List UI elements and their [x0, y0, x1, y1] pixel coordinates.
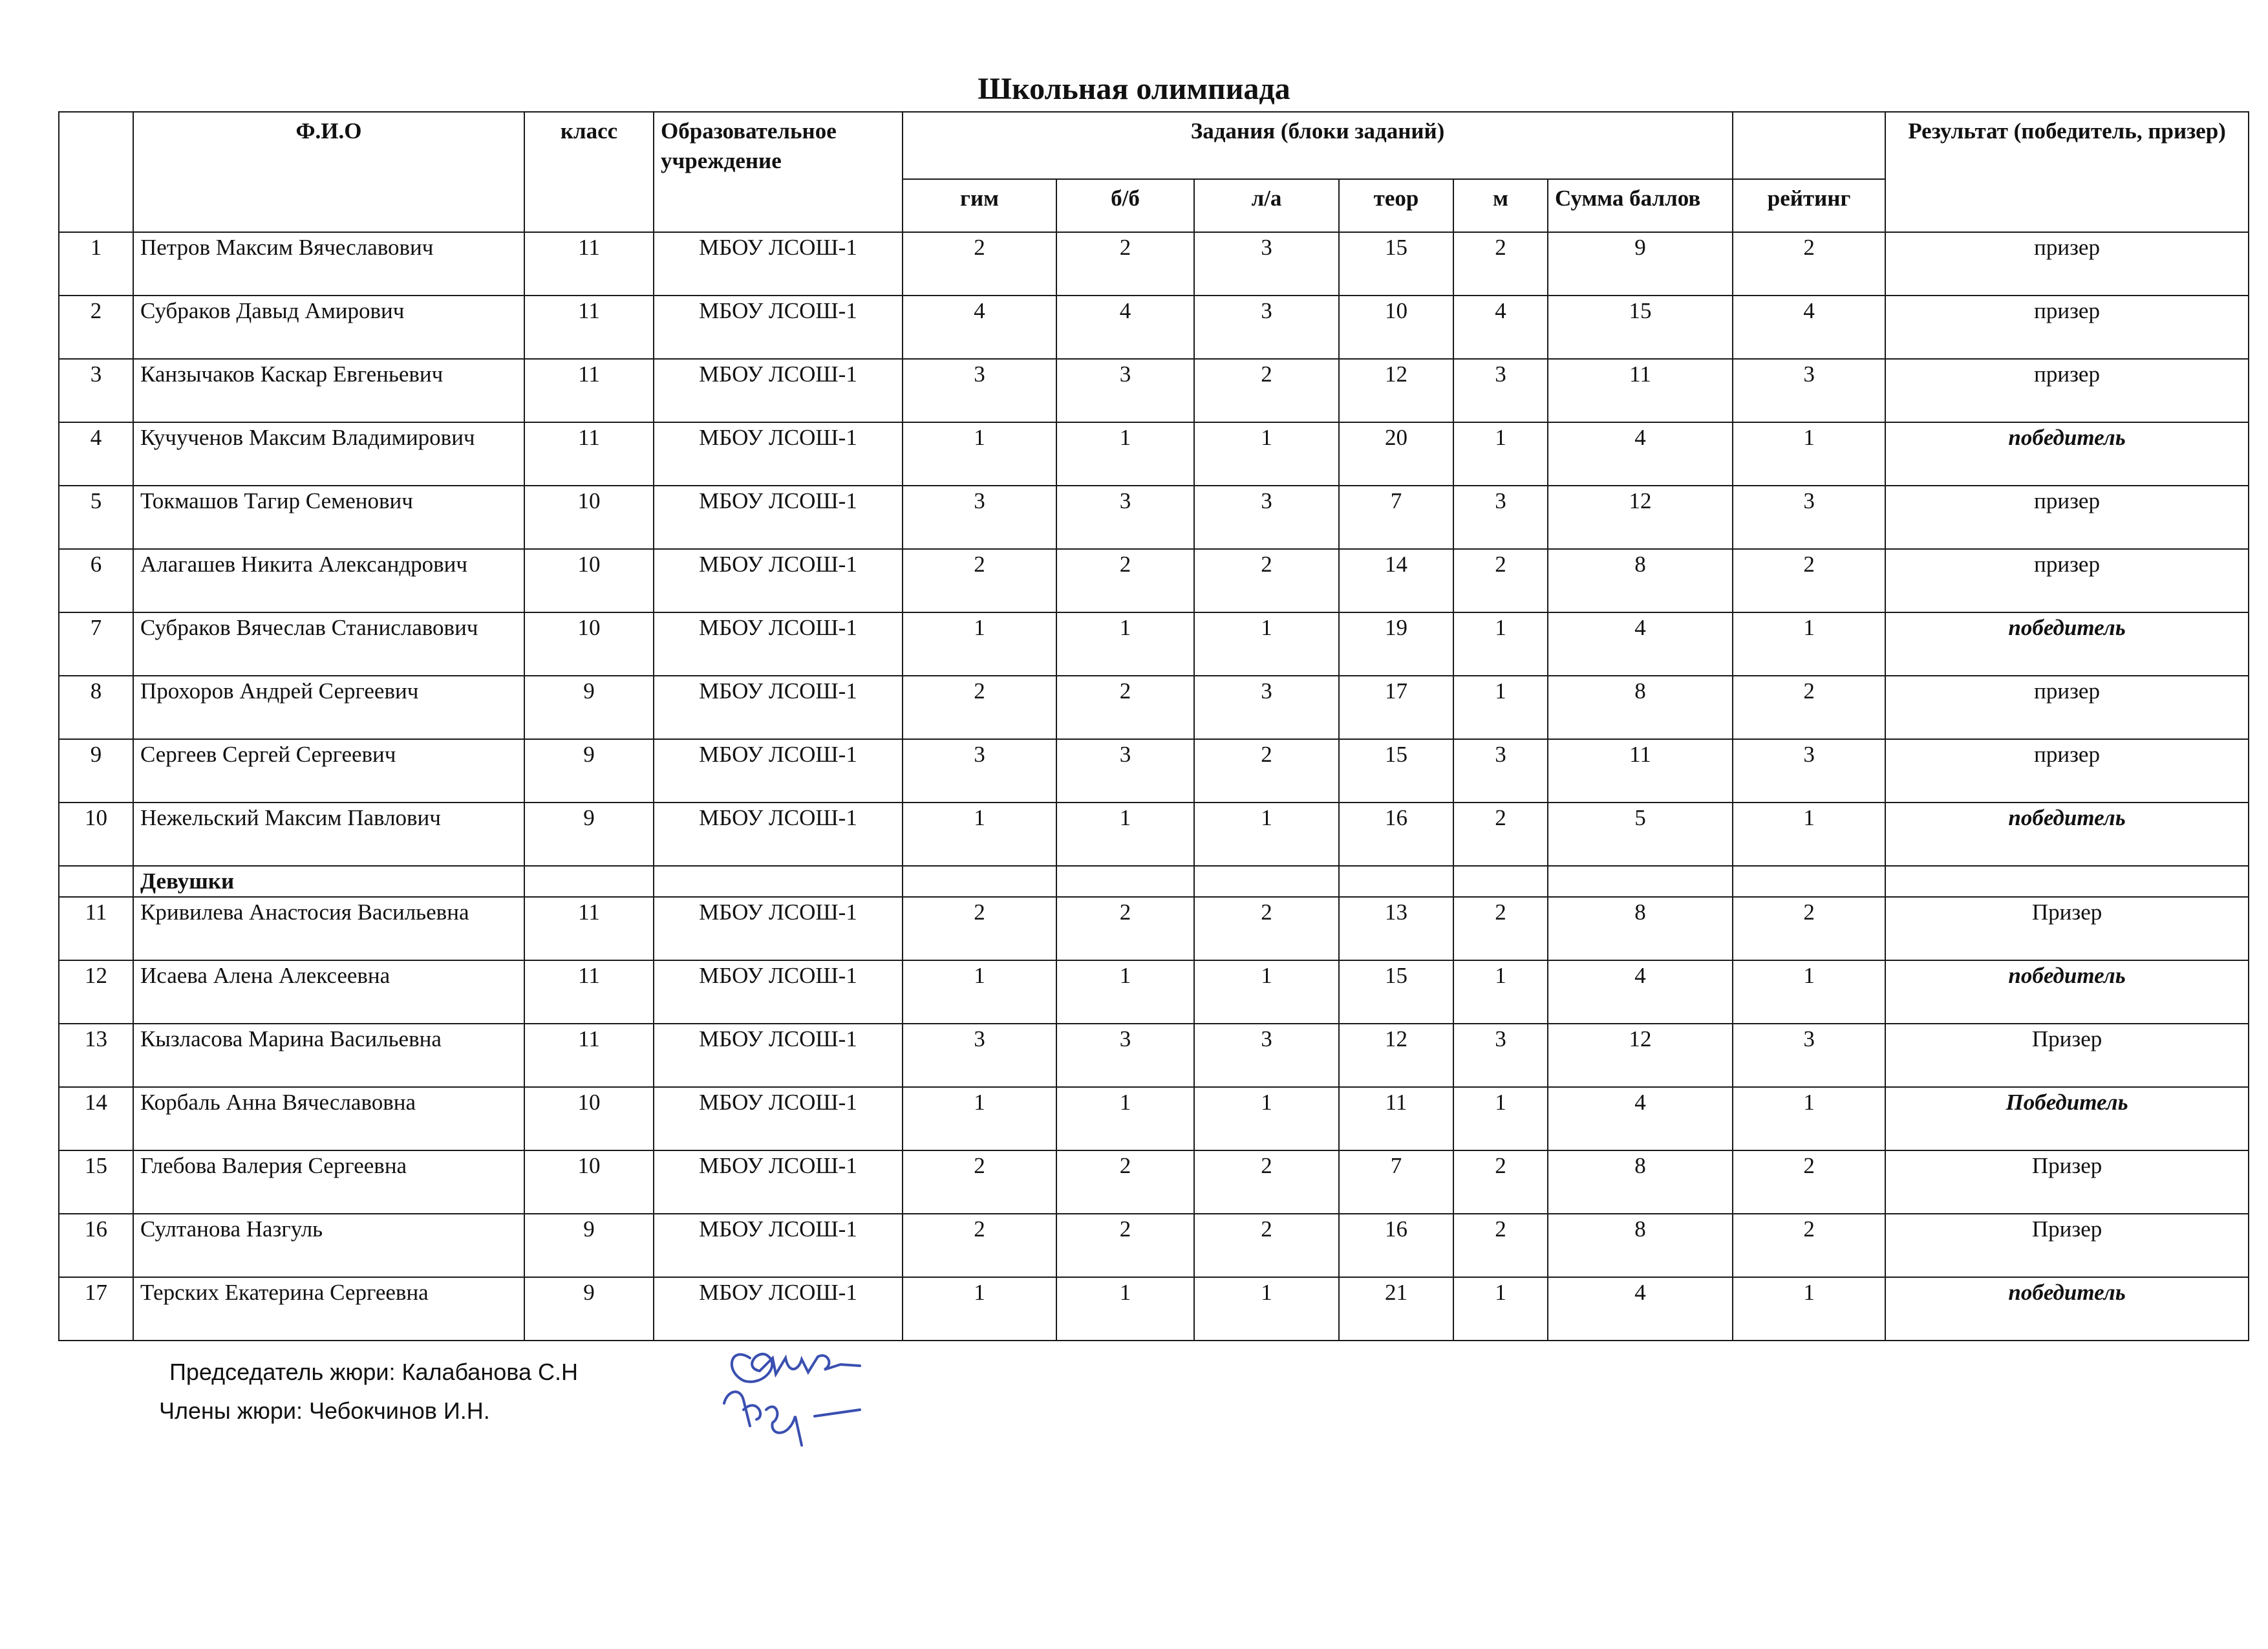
score-bb: 2 — [1056, 1214, 1194, 1277]
row-number: 5 — [59, 486, 133, 549]
score-bb: 2 — [1056, 549, 1194, 612]
subheader-la: л/а — [1194, 179, 1339, 232]
header-num — [59, 112, 133, 232]
score-teor: 14 — [1339, 549, 1453, 612]
table-row — [59, 960, 2249, 1024]
score-rating: 3 — [1733, 739, 1885, 803]
subheader-m: м — [1453, 179, 1548, 232]
participant-name: Нежельский Максим Павлович — [133, 803, 524, 866]
score-bb: 4 — [1056, 296, 1194, 359]
score-teor: 12 — [1339, 359, 1453, 422]
table-row — [59, 422, 2249, 486]
participant-result: победитель — [1885, 960, 2249, 1024]
participant-name: Прохоров Андрей Сергеевич — [133, 676, 524, 739]
score-m: 3 — [1453, 1024, 1548, 1087]
header-school: Образовательное учреждение — [654, 112, 903, 232]
subheader-teor: теор — [1339, 179, 1453, 232]
subheader-sum: Сумма баллов — [1548, 179, 1733, 232]
score-sum: 8 — [1548, 1150, 1733, 1214]
table-row — [59, 486, 2249, 549]
participant-name: Терских Екатерина Сергеевна — [133, 1277, 524, 1341]
score-sum: 9 — [1548, 232, 1733, 296]
score-teor: 16 — [1339, 1214, 1453, 1277]
score-m: 1 — [1453, 1277, 1548, 1341]
score-gim: 1 — [903, 1087, 1056, 1150]
participant-school: МБОУ ЛСОШ-1 — [654, 803, 903, 866]
score-bb: 2 — [1056, 897, 1194, 960]
table-row — [59, 549, 2249, 612]
score-bb: 1 — [1056, 803, 1194, 866]
section-empty-cell — [1194, 866, 1339, 897]
score-rating: 2 — [1733, 232, 1885, 296]
participant-school: МБОУ ЛСОШ-1 — [654, 676, 903, 739]
participant-result: Победитель — [1885, 1087, 2249, 1150]
participant-name: Кривилева Анастосия Васильевна — [133, 897, 524, 960]
participant-school: МБОУ ЛСОШ-1 — [654, 486, 903, 549]
score-sum: 4 — [1548, 960, 1733, 1024]
section-empty-cell — [1453, 866, 1548, 897]
participant-result: Призер — [1885, 897, 2249, 960]
row-number: 12 — [59, 960, 133, 1024]
score-sum: 5 — [1548, 803, 1733, 866]
score-rating: 1 — [1733, 422, 1885, 486]
score-la: 1 — [1194, 1277, 1339, 1341]
participant-result: призер — [1885, 232, 2249, 296]
score-m: 1 — [1453, 612, 1548, 676]
section-empty-cell — [59, 866, 133, 897]
score-teor: 7 — [1339, 486, 1453, 549]
participant-name: Токмашов Тагир Семенович — [133, 486, 524, 549]
row-number: 1 — [59, 232, 133, 296]
score-gim: 1 — [903, 1277, 1056, 1341]
score-sum: 4 — [1548, 1087, 1733, 1150]
score-sum: 11 — [1548, 739, 1733, 803]
section-row-girls — [59, 866, 2249, 897]
score-gim: 2 — [903, 1214, 1056, 1277]
score-rating: 3 — [1733, 486, 1885, 549]
score-m: 3 — [1453, 739, 1548, 803]
score-sum: 8 — [1548, 549, 1733, 612]
score-sum: 4 — [1548, 422, 1733, 486]
score-la: 2 — [1194, 897, 1339, 960]
score-bb: 1 — [1056, 612, 1194, 676]
participant-result: Призер — [1885, 1024, 2249, 1087]
score-la: 3 — [1194, 232, 1339, 296]
section-empty-cell — [524, 866, 654, 897]
participant-name: Петров Максим Вячеславович — [133, 232, 524, 296]
score-teor: 17 — [1339, 676, 1453, 739]
participant-class: 11 — [524, 296, 654, 359]
header-result: Результат (победитель, призер) — [1885, 112, 2249, 232]
participant-school: МБОУ ЛСОШ-1 — [654, 359, 903, 422]
participant-result: призер — [1885, 676, 2249, 739]
row-number: 14 — [59, 1087, 133, 1150]
score-bb: 3 — [1056, 359, 1194, 422]
participant-name: Корбаль Анна Вячеславовна — [133, 1087, 524, 1150]
score-m: 3 — [1453, 486, 1548, 549]
score-bb: 1 — [1056, 1277, 1194, 1341]
score-teor: 15 — [1339, 739, 1453, 803]
participant-name: Исаева Алена Алексеевна — [133, 960, 524, 1024]
score-teor: 11 — [1339, 1087, 1453, 1150]
participant-class: 11 — [524, 422, 654, 486]
row-number: 8 — [59, 676, 133, 739]
table-row — [59, 359, 2249, 422]
participant-class: 10 — [524, 486, 654, 549]
score-la: 2 — [1194, 1150, 1339, 1214]
subheader-rating: рейтинг — [1733, 179, 1885, 232]
participant-name: Субраков Вячеслав Станиславович — [133, 612, 524, 676]
participant-school: МБОУ ЛСОШ-1 — [654, 1214, 903, 1277]
score-la: 2 — [1194, 1214, 1339, 1277]
table-row — [59, 612, 2249, 676]
table-row — [59, 739, 2249, 803]
score-gim: 3 — [903, 359, 1056, 422]
participant-name: Алагашев Никита Александрович — [133, 549, 524, 612]
participant-class: 9 — [524, 676, 654, 739]
score-sum: 11 — [1548, 359, 1733, 422]
score-bb: 1 — [1056, 422, 1194, 486]
score-gim: 2 — [903, 1150, 1056, 1214]
score-teor: 12 — [1339, 1024, 1453, 1087]
row-number: 15 — [59, 1150, 133, 1214]
row-number: 4 — [59, 422, 133, 486]
score-gim: 1 — [903, 422, 1056, 486]
score-sum: 12 — [1548, 1024, 1733, 1087]
section-empty-cell — [654, 866, 903, 897]
score-rating: 2 — [1733, 549, 1885, 612]
table-row — [59, 1214, 2249, 1277]
table-row — [59, 1024, 2249, 1087]
score-m: 4 — [1453, 296, 1548, 359]
table-row — [59, 676, 2249, 739]
row-number: 6 — [59, 549, 133, 612]
participant-class: 11 — [524, 359, 654, 422]
score-rating: 3 — [1733, 359, 1885, 422]
score-m: 1 — [1453, 422, 1548, 486]
score-bb: 1 — [1056, 960, 1194, 1024]
score-gim: 3 — [903, 486, 1056, 549]
score-teor: 10 — [1339, 296, 1453, 359]
participant-result: победитель — [1885, 803, 2249, 866]
participant-school: МБОУ ЛСОШ-1 — [654, 232, 903, 296]
section-empty-cell — [1885, 866, 2249, 897]
participant-class: 9 — [524, 1277, 654, 1341]
header-empty — [1733, 112, 1885, 179]
participant-class: 11 — [524, 960, 654, 1024]
signature-mark — [705, 1319, 912, 1455]
participant-school: МБОУ ЛСОШ-1 — [654, 897, 903, 960]
score-la: 3 — [1194, 1024, 1339, 1087]
table-row — [59, 232, 2249, 296]
participant-name: Глебова Валерия Сергеевна — [133, 1150, 524, 1214]
score-la: 1 — [1194, 612, 1339, 676]
participant-class: 10 — [524, 612, 654, 676]
participant-school: МБОУ ЛСОШ-1 — [654, 612, 903, 676]
participant-name: Канзычаков Каскар Евгеньевич — [133, 359, 524, 422]
score-gim: 2 — [903, 897, 1056, 960]
participant-result: Призер — [1885, 1150, 2249, 1214]
row-number: 10 — [59, 803, 133, 866]
score-bb: 1 — [1056, 1087, 1194, 1150]
score-teor: 20 — [1339, 422, 1453, 486]
score-m: 2 — [1453, 232, 1548, 296]
row-number: 13 — [59, 1024, 133, 1087]
score-m: 2 — [1453, 549, 1548, 612]
score-la: 1 — [1194, 1087, 1339, 1150]
score-bb: 2 — [1056, 676, 1194, 739]
score-sum: 8 — [1548, 897, 1733, 960]
participant-school: МБОУ ЛСОШ-1 — [654, 960, 903, 1024]
participant-class: 10 — [524, 549, 654, 612]
participant-class: 10 — [524, 1087, 654, 1150]
participant-name: Сергеев Сергей Сергеевич — [133, 739, 524, 803]
score-bb: 3 — [1056, 739, 1194, 803]
table-row — [59, 1150, 2249, 1214]
score-rating: 1 — [1733, 1277, 1885, 1341]
score-rating: 2 — [1733, 676, 1885, 739]
score-la: 1 — [1194, 422, 1339, 486]
row-number: 7 — [59, 612, 133, 676]
score-gim: 1 — [903, 960, 1056, 1024]
score-teor: 7 — [1339, 1150, 1453, 1214]
row-number: 16 — [59, 1214, 133, 1277]
score-la: 3 — [1194, 676, 1339, 739]
participant-class: 11 — [524, 897, 654, 960]
score-gim: 3 — [903, 739, 1056, 803]
participant-result: призер — [1885, 739, 2249, 803]
subheader-gim: гим — [903, 179, 1056, 232]
participant-result: призер — [1885, 296, 2249, 359]
jury-members: Члены жюри: Чебокчинов И.Н. — [159, 1397, 490, 1424]
participant-class: 9 — [524, 739, 654, 803]
header-tasks: Задания (блоки заданий) — [903, 112, 1733, 179]
participant-class: 11 — [524, 1024, 654, 1087]
section-label: Девушки — [133, 866, 524, 897]
table-row — [59, 296, 2249, 359]
score-m: 2 — [1453, 803, 1548, 866]
score-teor: 19 — [1339, 612, 1453, 676]
participant-result: призер — [1885, 549, 2249, 612]
score-sum: 15 — [1548, 296, 1733, 359]
score-la: 1 — [1194, 960, 1339, 1024]
participant-name: Кучученов Максим Владимирович — [133, 422, 524, 486]
header-fio: Ф.И.О — [133, 112, 524, 232]
table-row — [59, 1087, 2249, 1150]
participant-class: 9 — [524, 1214, 654, 1277]
section-empty-cell — [1339, 866, 1453, 897]
header-row — [59, 112, 2249, 179]
score-rating: 1 — [1733, 612, 1885, 676]
score-rating: 2 — [1733, 897, 1885, 960]
score-rating: 2 — [1733, 1150, 1885, 1214]
section-empty-cell — [903, 866, 1056, 897]
score-sum: 8 — [1548, 1214, 1733, 1277]
participant-school: МБОУ ЛСОШ-1 — [654, 422, 903, 486]
score-la: 2 — [1194, 549, 1339, 612]
participant-name: Султанова Назгуль — [133, 1214, 524, 1277]
table-row — [59, 897, 2249, 960]
score-m: 1 — [1453, 1087, 1548, 1150]
score-la: 3 — [1194, 296, 1339, 359]
row-number: 9 — [59, 739, 133, 803]
results-table — [58, 111, 2249, 1341]
participant-school: МБОУ ЛСОШ-1 — [654, 1150, 903, 1214]
score-teor: 15 — [1339, 232, 1453, 296]
participant-result: Призер — [1885, 1214, 2249, 1277]
score-bb: 2 — [1056, 232, 1194, 296]
score-bb: 2 — [1056, 1150, 1194, 1214]
participant-school: МБОУ ЛСОШ-1 — [654, 1277, 903, 1341]
score-m: 1 — [1453, 676, 1548, 739]
score-sum: 4 — [1548, 1277, 1733, 1341]
participant-name: Субраков Давыд Амирович — [133, 296, 524, 359]
score-rating: 1 — [1733, 803, 1885, 866]
section-empty-cell — [1733, 866, 1885, 897]
score-sum: 8 — [1548, 676, 1733, 739]
subheader-bb: б/б — [1056, 179, 1194, 232]
row-number: 2 — [59, 296, 133, 359]
header-class: класс — [524, 112, 654, 232]
score-m: 3 — [1453, 359, 1548, 422]
participant-result: призер — [1885, 486, 2249, 549]
row-number: 11 — [59, 897, 133, 960]
table-row — [59, 803, 2249, 866]
row-number: 17 — [59, 1277, 133, 1341]
participant-school: МБОУ ЛСОШ-1 — [654, 739, 903, 803]
score-la: 2 — [1194, 359, 1339, 422]
score-teor: 16 — [1339, 803, 1453, 866]
score-rating: 1 — [1733, 960, 1885, 1024]
participant-school: МБОУ ЛСОШ-1 — [654, 1087, 903, 1150]
score-gim: 2 — [903, 549, 1056, 612]
participant-result: призер — [1885, 359, 2249, 422]
score-bb: 3 — [1056, 486, 1194, 549]
score-la: 3 — [1194, 486, 1339, 549]
score-sum: 12 — [1548, 486, 1733, 549]
section-empty-cell — [1056, 866, 1194, 897]
score-m: 2 — [1453, 897, 1548, 960]
score-gim: 2 — [903, 232, 1056, 296]
participant-class: 9 — [524, 803, 654, 866]
score-sum: 4 — [1548, 612, 1733, 676]
score-rating: 2 — [1733, 1214, 1885, 1277]
participant-school: МБОУ ЛСОШ-1 — [654, 549, 903, 612]
document-title: Школьная олимпиада — [978, 72, 1290, 106]
row-number: 3 — [59, 359, 133, 422]
score-m: 2 — [1453, 1150, 1548, 1214]
score-gim: 2 — [903, 676, 1056, 739]
participant-school: МБОУ ЛСОШ-1 — [654, 1024, 903, 1087]
score-la: 2 — [1194, 739, 1339, 803]
score-gim: 1 — [903, 803, 1056, 866]
participant-class: 10 — [524, 1150, 654, 1214]
score-rating: 4 — [1733, 296, 1885, 359]
participant-name: Кызласова Марина Васильевна — [133, 1024, 524, 1087]
participant-class: 11 — [524, 232, 654, 296]
score-m: 1 — [1453, 960, 1548, 1024]
score-rating: 1 — [1733, 1087, 1885, 1150]
score-m: 2 — [1453, 1214, 1548, 1277]
participant-school: МБОУ ЛСОШ-1 — [654, 296, 903, 359]
score-gim: 1 — [903, 612, 1056, 676]
score-teor: 21 — [1339, 1277, 1453, 1341]
section-empty-cell — [1548, 866, 1733, 897]
score-teor: 13 — [1339, 897, 1453, 960]
participant-result: победитель — [1885, 422, 2249, 486]
table-row — [59, 1277, 2249, 1341]
score-teor: 15 — [1339, 960, 1453, 1024]
score-rating: 3 — [1733, 1024, 1885, 1087]
score-la: 1 — [1194, 803, 1339, 866]
score-bb: 3 — [1056, 1024, 1194, 1087]
score-gim: 4 — [903, 296, 1056, 359]
participant-result: победитель — [1885, 612, 2249, 676]
score-gim: 3 — [903, 1024, 1056, 1087]
participant-result: победитель — [1885, 1277, 2249, 1341]
jury-chair: Председатель жюри: Калабанова С.Н — [169, 1359, 578, 1385]
